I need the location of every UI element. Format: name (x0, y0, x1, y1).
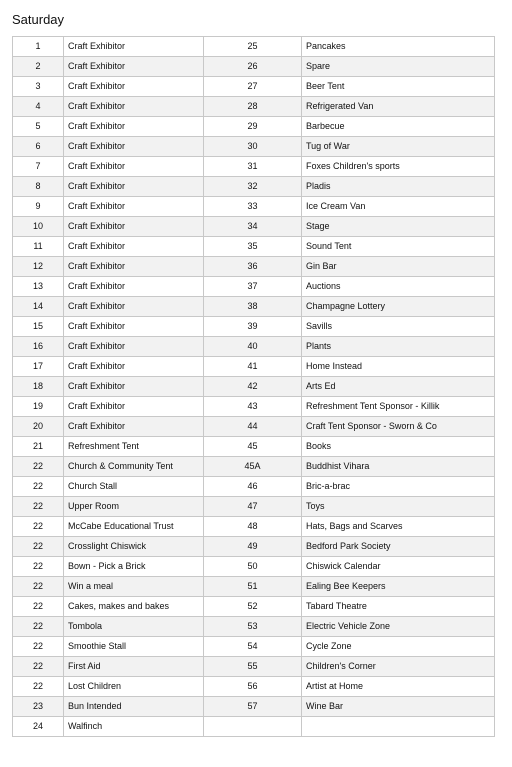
exhibitor-name-cell: Wine Bar (302, 697, 495, 717)
stall-number-cell: 22 (13, 657, 64, 677)
exhibitor-name-cell: Smoothie Stall (64, 637, 204, 657)
table-row (13, 37, 495, 57)
table-row (13, 197, 495, 217)
exhibitor-name-cell: Refreshment Tent (64, 437, 204, 457)
stall-number-cell: 2 (13, 57, 64, 77)
table-row (13, 457, 495, 477)
table-row (13, 417, 495, 437)
stall-number-cell: 37 (204, 277, 302, 297)
table-row (13, 157, 495, 177)
exhibitor-name-cell: Craft Exhibitor (64, 277, 204, 297)
stall-number-cell: 9 (13, 197, 64, 217)
exhibitor-name-cell: Craft Exhibitor (64, 377, 204, 397)
exhibitor-name-cell: Craft Exhibitor (64, 417, 204, 437)
stall-number-cell: 34 (204, 217, 302, 237)
exhibitor-name-cell: Books (302, 437, 495, 457)
exhibitor-name-cell: Stage (302, 217, 495, 237)
stall-number-cell: 23 (13, 697, 64, 717)
exhibitor-name-cell: Church Stall (64, 477, 204, 497)
exhibitor-name-cell: Home Instead (302, 357, 495, 377)
exhibitor-name-cell: Craft Exhibitor (64, 357, 204, 377)
exhibitor-name-cell: Children's Corner (302, 657, 495, 677)
stall-number-cell: 10 (13, 217, 64, 237)
stall-number-cell: 47 (204, 497, 302, 517)
exhibitor-name-cell: Lost Children (64, 677, 204, 697)
exhibitor-name-cell: Craft Exhibitor (64, 57, 204, 77)
exhibitor-name-cell: Chiswick Calendar (302, 557, 495, 577)
stall-number-cell: 19 (13, 397, 64, 417)
stall-number-cell: 15 (13, 317, 64, 337)
exhibitor-name-cell: Craft Exhibitor (64, 157, 204, 177)
exhibitor-name-cell: Win a meal (64, 577, 204, 597)
stall-number-cell: 20 (13, 417, 64, 437)
exhibitor-name-cell: Craft Exhibitor (64, 117, 204, 137)
stall-number-cell: 22 (13, 457, 64, 477)
table-row (13, 217, 495, 237)
table-row (13, 617, 495, 637)
stall-number-cell: 8 (13, 177, 64, 197)
exhibitor-name-cell: Craft Exhibitor (64, 197, 204, 217)
exhibitor-name-cell: Sound Tent (302, 237, 495, 257)
stall-number-cell: 17 (13, 357, 64, 377)
exhibitor-name-cell: Ice Cream Van (302, 197, 495, 217)
table-row (13, 597, 495, 617)
exhibitor-name-cell: Tabard Theatre (302, 597, 495, 617)
stall-number-cell: 45A (204, 457, 302, 477)
stall-number-cell: 41 (204, 357, 302, 377)
stall-number-cell: 22 (13, 557, 64, 577)
stall-number-cell: 33 (204, 197, 302, 217)
stall-number-cell: 22 (13, 617, 64, 637)
table-row (13, 97, 495, 117)
stall-number-cell: 54 (204, 637, 302, 657)
exhibitor-name-cell: Barbecue (302, 117, 495, 137)
stall-number-cell: 28 (204, 97, 302, 117)
stall-allocation-table (12, 36, 495, 737)
exhibitor-name-cell: Cycle Zone (302, 637, 495, 657)
exhibitor-name-cell: Gin Bar (302, 257, 495, 277)
stall-number-cell: 1 (13, 37, 64, 57)
stall-number-cell: 6 (13, 137, 64, 157)
table-row (13, 137, 495, 157)
table-row (13, 257, 495, 277)
stall-number-cell: 16 (13, 337, 64, 357)
table-row (13, 697, 495, 717)
exhibitor-name-cell: Tug of War (302, 137, 495, 157)
table-row (13, 77, 495, 97)
stall-number-cell: 40 (204, 337, 302, 357)
stall-number-cell: 18 (13, 377, 64, 397)
stall-number-cell: 27 (204, 77, 302, 97)
table-body (13, 37, 495, 737)
stall-number-cell: 14 (13, 297, 64, 317)
exhibitor-name-cell: Bun Intended (64, 697, 204, 717)
stall-number-cell: 29 (204, 117, 302, 137)
stall-number-cell: 46 (204, 477, 302, 497)
stall-number-cell: 22 (13, 497, 64, 517)
exhibitor-name-cell: Hats, Bags and Scarves (302, 517, 495, 537)
exhibitor-name-cell: Refrigerated Van (302, 97, 495, 117)
exhibitor-name-cell: Craft Tent Sponsor - Sworn & Co (302, 417, 495, 437)
table-row (13, 677, 495, 697)
stall-number-cell: 22 (13, 637, 64, 657)
stall-number-cell: 38 (204, 297, 302, 317)
stall-number-cell: 43 (204, 397, 302, 417)
stall-number-cell (204, 717, 302, 737)
stall-number-cell: 35 (204, 237, 302, 257)
stall-number-cell: 51 (204, 577, 302, 597)
stall-number-cell: 36 (204, 257, 302, 277)
table-row (13, 537, 495, 557)
stall-number-cell: 22 (13, 477, 64, 497)
stall-number-cell: 39 (204, 317, 302, 337)
stall-number-cell: 22 (13, 537, 64, 557)
exhibitor-name-cell: Crosslight Chiswick (64, 537, 204, 557)
stall-number-cell: 32 (204, 177, 302, 197)
stall-number-cell: 30 (204, 137, 302, 157)
stall-number-cell: 4 (13, 97, 64, 117)
table-row (13, 437, 495, 457)
stall-number-cell: 24 (13, 717, 64, 737)
stall-number-cell: 3 (13, 77, 64, 97)
exhibitor-name-cell: Craft Exhibitor (64, 137, 204, 157)
exhibitor-name-cell: First Aid (64, 657, 204, 677)
stall-number-cell: 56 (204, 677, 302, 697)
exhibitor-name-cell: Church & Community Tent (64, 457, 204, 477)
exhibitor-name-cell: Upper Room (64, 497, 204, 517)
stall-number-cell: 26 (204, 57, 302, 77)
stall-number-cell: 22 (13, 597, 64, 617)
exhibitor-name-cell: Spare (302, 57, 495, 77)
exhibitor-name-cell: Foxes Children's sports (302, 157, 495, 177)
exhibitor-name-cell: Craft Exhibitor (64, 337, 204, 357)
exhibitor-name-cell: Bown - Pick a Brick (64, 557, 204, 577)
table-row (13, 717, 495, 737)
exhibitor-name-cell: Auctions (302, 277, 495, 297)
stall-number-cell: 42 (204, 377, 302, 397)
table-row (13, 497, 495, 517)
stall-number-cell: 48 (204, 517, 302, 537)
table-row (13, 377, 495, 397)
stall-number-cell: 52 (204, 597, 302, 617)
table-row (13, 657, 495, 677)
exhibitor-name-cell: Buddhist Vihara (302, 457, 495, 477)
stall-number-cell: 49 (204, 537, 302, 557)
stall-number-cell: 12 (13, 257, 64, 277)
exhibitor-name-cell: Ealing Bee Keepers (302, 577, 495, 597)
exhibitor-name-cell: Craft Exhibitor (64, 317, 204, 337)
exhibitor-name-cell: Bric-a-brac (302, 477, 495, 497)
table-row (13, 477, 495, 497)
page-title: Saturday (12, 12, 65, 27)
stall-number-cell: 11 (13, 237, 64, 257)
exhibitor-name-cell: Champagne Lottery (302, 297, 495, 317)
table-row (13, 297, 495, 317)
table-row (13, 177, 495, 197)
stall-number-cell: 50 (204, 557, 302, 577)
exhibitor-name-cell: Bedford Park Society (302, 537, 495, 557)
stall-number-cell: 22 (13, 677, 64, 697)
table-row (13, 237, 495, 257)
exhibitor-name-cell: Pladis (302, 177, 495, 197)
table-row (13, 397, 495, 417)
exhibitor-name-cell: Craft Exhibitor (64, 97, 204, 117)
stall-number-cell: 22 (13, 577, 64, 597)
table-row (13, 557, 495, 577)
table-row (13, 117, 495, 137)
table-row (13, 277, 495, 297)
exhibitor-name-cell: Toys (302, 497, 495, 517)
table-row (13, 577, 495, 597)
table-row (13, 637, 495, 657)
stall-number-cell: 31 (204, 157, 302, 177)
exhibitor-name-cell: Craft Exhibitor (64, 237, 204, 257)
exhibitor-name-cell: Cakes, makes and bakes (64, 597, 204, 617)
table-row (13, 337, 495, 357)
table-row (13, 57, 495, 77)
stall-number-cell: 5 (13, 117, 64, 137)
stall-number-cell: 57 (204, 697, 302, 717)
stall-number-cell: 25 (204, 37, 302, 57)
stall-number-cell: 44 (204, 417, 302, 437)
stall-number-cell: 7 (13, 157, 64, 177)
stall-number-cell: 13 (13, 277, 64, 297)
exhibitor-name-cell: Craft Exhibitor (64, 37, 204, 57)
exhibitor-name-cell: Artist at Home (302, 677, 495, 697)
stall-number-cell: 55 (204, 657, 302, 677)
exhibitor-name-cell: Arts Ed (302, 377, 495, 397)
table-row (13, 357, 495, 377)
stall-number-cell: 45 (204, 437, 302, 457)
stall-number-cell: 22 (13, 517, 64, 537)
exhibitor-name-cell: Craft Exhibitor (64, 217, 204, 237)
exhibitor-name-cell: Craft Exhibitor (64, 177, 204, 197)
exhibitor-name-cell: Plants (302, 337, 495, 357)
exhibitor-name-cell (302, 717, 495, 737)
table-row (13, 317, 495, 337)
exhibitor-name-cell: Craft Exhibitor (64, 297, 204, 317)
exhibitor-name-cell: Craft Exhibitor (64, 77, 204, 97)
exhibitor-name-cell: Tombola (64, 617, 204, 637)
exhibitor-name-cell: Walfinch (64, 717, 204, 737)
exhibitor-name-cell: Craft Exhibitor (64, 257, 204, 277)
exhibitor-name-cell: Craft Exhibitor (64, 397, 204, 417)
stall-number-cell: 21 (13, 437, 64, 457)
exhibitor-name-cell: Electric Vehicle Zone (302, 617, 495, 637)
stall-number-cell: 53 (204, 617, 302, 637)
exhibitor-name-cell: Refreshment Tent Sponsor - Killik (302, 397, 495, 417)
exhibitor-name-cell: Pancakes (302, 37, 495, 57)
exhibitor-name-cell: McCabe Educational Trust (64, 517, 204, 537)
exhibitor-name-cell: Savills (302, 317, 495, 337)
table-row (13, 517, 495, 537)
exhibitor-name-cell: Beer Tent (302, 77, 495, 97)
